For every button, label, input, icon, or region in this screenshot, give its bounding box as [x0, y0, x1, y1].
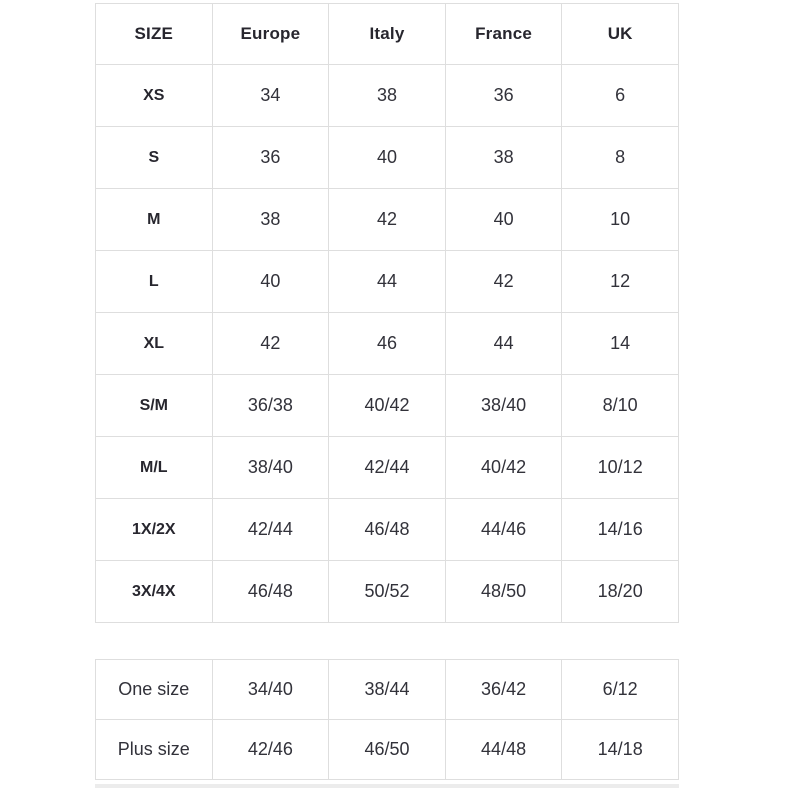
column-header-france: France	[445, 4, 562, 65]
value-cell: 38/40	[445, 375, 562, 437]
value-cell: 40	[329, 127, 446, 189]
value-cell: 42/46	[212, 720, 329, 780]
value-cell: 42	[445, 251, 562, 313]
value-cell: 18/20	[562, 561, 679, 623]
table-row-3x4x	[96, 561, 679, 623]
value-cell: 42	[329, 189, 446, 251]
value-cell: 42/44	[329, 437, 446, 499]
value-cell: 44/46	[445, 499, 562, 561]
column-header-size: SIZE	[96, 4, 213, 65]
value-cell: 36	[212, 127, 329, 189]
value-cell: 40/42	[445, 437, 562, 499]
value-cell: 38	[212, 189, 329, 251]
size-conversion-table	[95, 3, 679, 623]
table-row-s	[96, 127, 679, 189]
table-row-sm	[96, 375, 679, 437]
value-cell: 46/50	[329, 720, 446, 780]
table-row-l	[96, 251, 679, 313]
size-label-cell: S	[96, 127, 213, 189]
value-cell: 44	[445, 313, 562, 375]
value-cell: 44	[329, 251, 446, 313]
table-row-xs	[96, 65, 679, 127]
table-row-m	[96, 189, 679, 251]
value-cell: 42/44	[212, 499, 329, 561]
value-cell: 48/50	[445, 561, 562, 623]
table-row-xl	[96, 313, 679, 375]
size-label-cell: M/L	[96, 437, 213, 499]
value-cell: 36/38	[212, 375, 329, 437]
value-cell: 38/44	[329, 660, 446, 720]
header-row	[96, 4, 679, 65]
value-cell: 38	[329, 65, 446, 127]
column-header-uk: UK	[562, 4, 679, 65]
value-cell: 8	[562, 127, 679, 189]
value-cell: 10/12	[562, 437, 679, 499]
value-cell: 38	[445, 127, 562, 189]
value-cell: 14/16	[562, 499, 679, 561]
value-cell: 8/10	[562, 375, 679, 437]
value-cell: 36	[445, 65, 562, 127]
size-label-cell: 3X/4X	[96, 561, 213, 623]
size-label-cell: 1X/2X	[96, 499, 213, 561]
value-cell: 44/48	[445, 720, 562, 780]
special-sizes-table	[95, 659, 679, 780]
value-cell: 34/40	[212, 660, 329, 720]
value-cell: 36/42	[445, 660, 562, 720]
table-row-1x2x	[96, 499, 679, 561]
value-cell: 40	[212, 251, 329, 313]
table-row-one-size	[96, 660, 679, 720]
column-header-italy: Italy	[329, 4, 446, 65]
size-label-cell: XS	[96, 65, 213, 127]
size-chart-page	[95, 3, 679, 788]
size-label-cell: XL	[96, 313, 213, 375]
value-cell: 12	[562, 251, 679, 313]
value-cell: 40	[445, 189, 562, 251]
value-cell: 38/40	[212, 437, 329, 499]
value-cell: 34	[212, 65, 329, 127]
value-cell: 14	[562, 313, 679, 375]
size-label-cell: Plus size	[96, 720, 213, 780]
column-header-europe: Europe	[212, 4, 329, 65]
value-cell: 46	[329, 313, 446, 375]
size-label-cell: One size	[96, 660, 213, 720]
size-label-cell: M	[96, 189, 213, 251]
value-cell: 42	[212, 313, 329, 375]
cutoff-divider	[95, 784, 679, 788]
value-cell: 46/48	[212, 561, 329, 623]
value-cell: 40/42	[329, 375, 446, 437]
value-cell: 6	[562, 65, 679, 127]
value-cell: 46/48	[329, 499, 446, 561]
table-row-ml	[96, 437, 679, 499]
table-row-plus-size	[96, 720, 679, 780]
value-cell: 50/52	[329, 561, 446, 623]
value-cell: 14/18	[562, 720, 679, 780]
value-cell: 10	[562, 189, 679, 251]
value-cell: 6/12	[562, 660, 679, 720]
size-label-cell: S/M	[96, 375, 213, 437]
size-label-cell: L	[96, 251, 213, 313]
